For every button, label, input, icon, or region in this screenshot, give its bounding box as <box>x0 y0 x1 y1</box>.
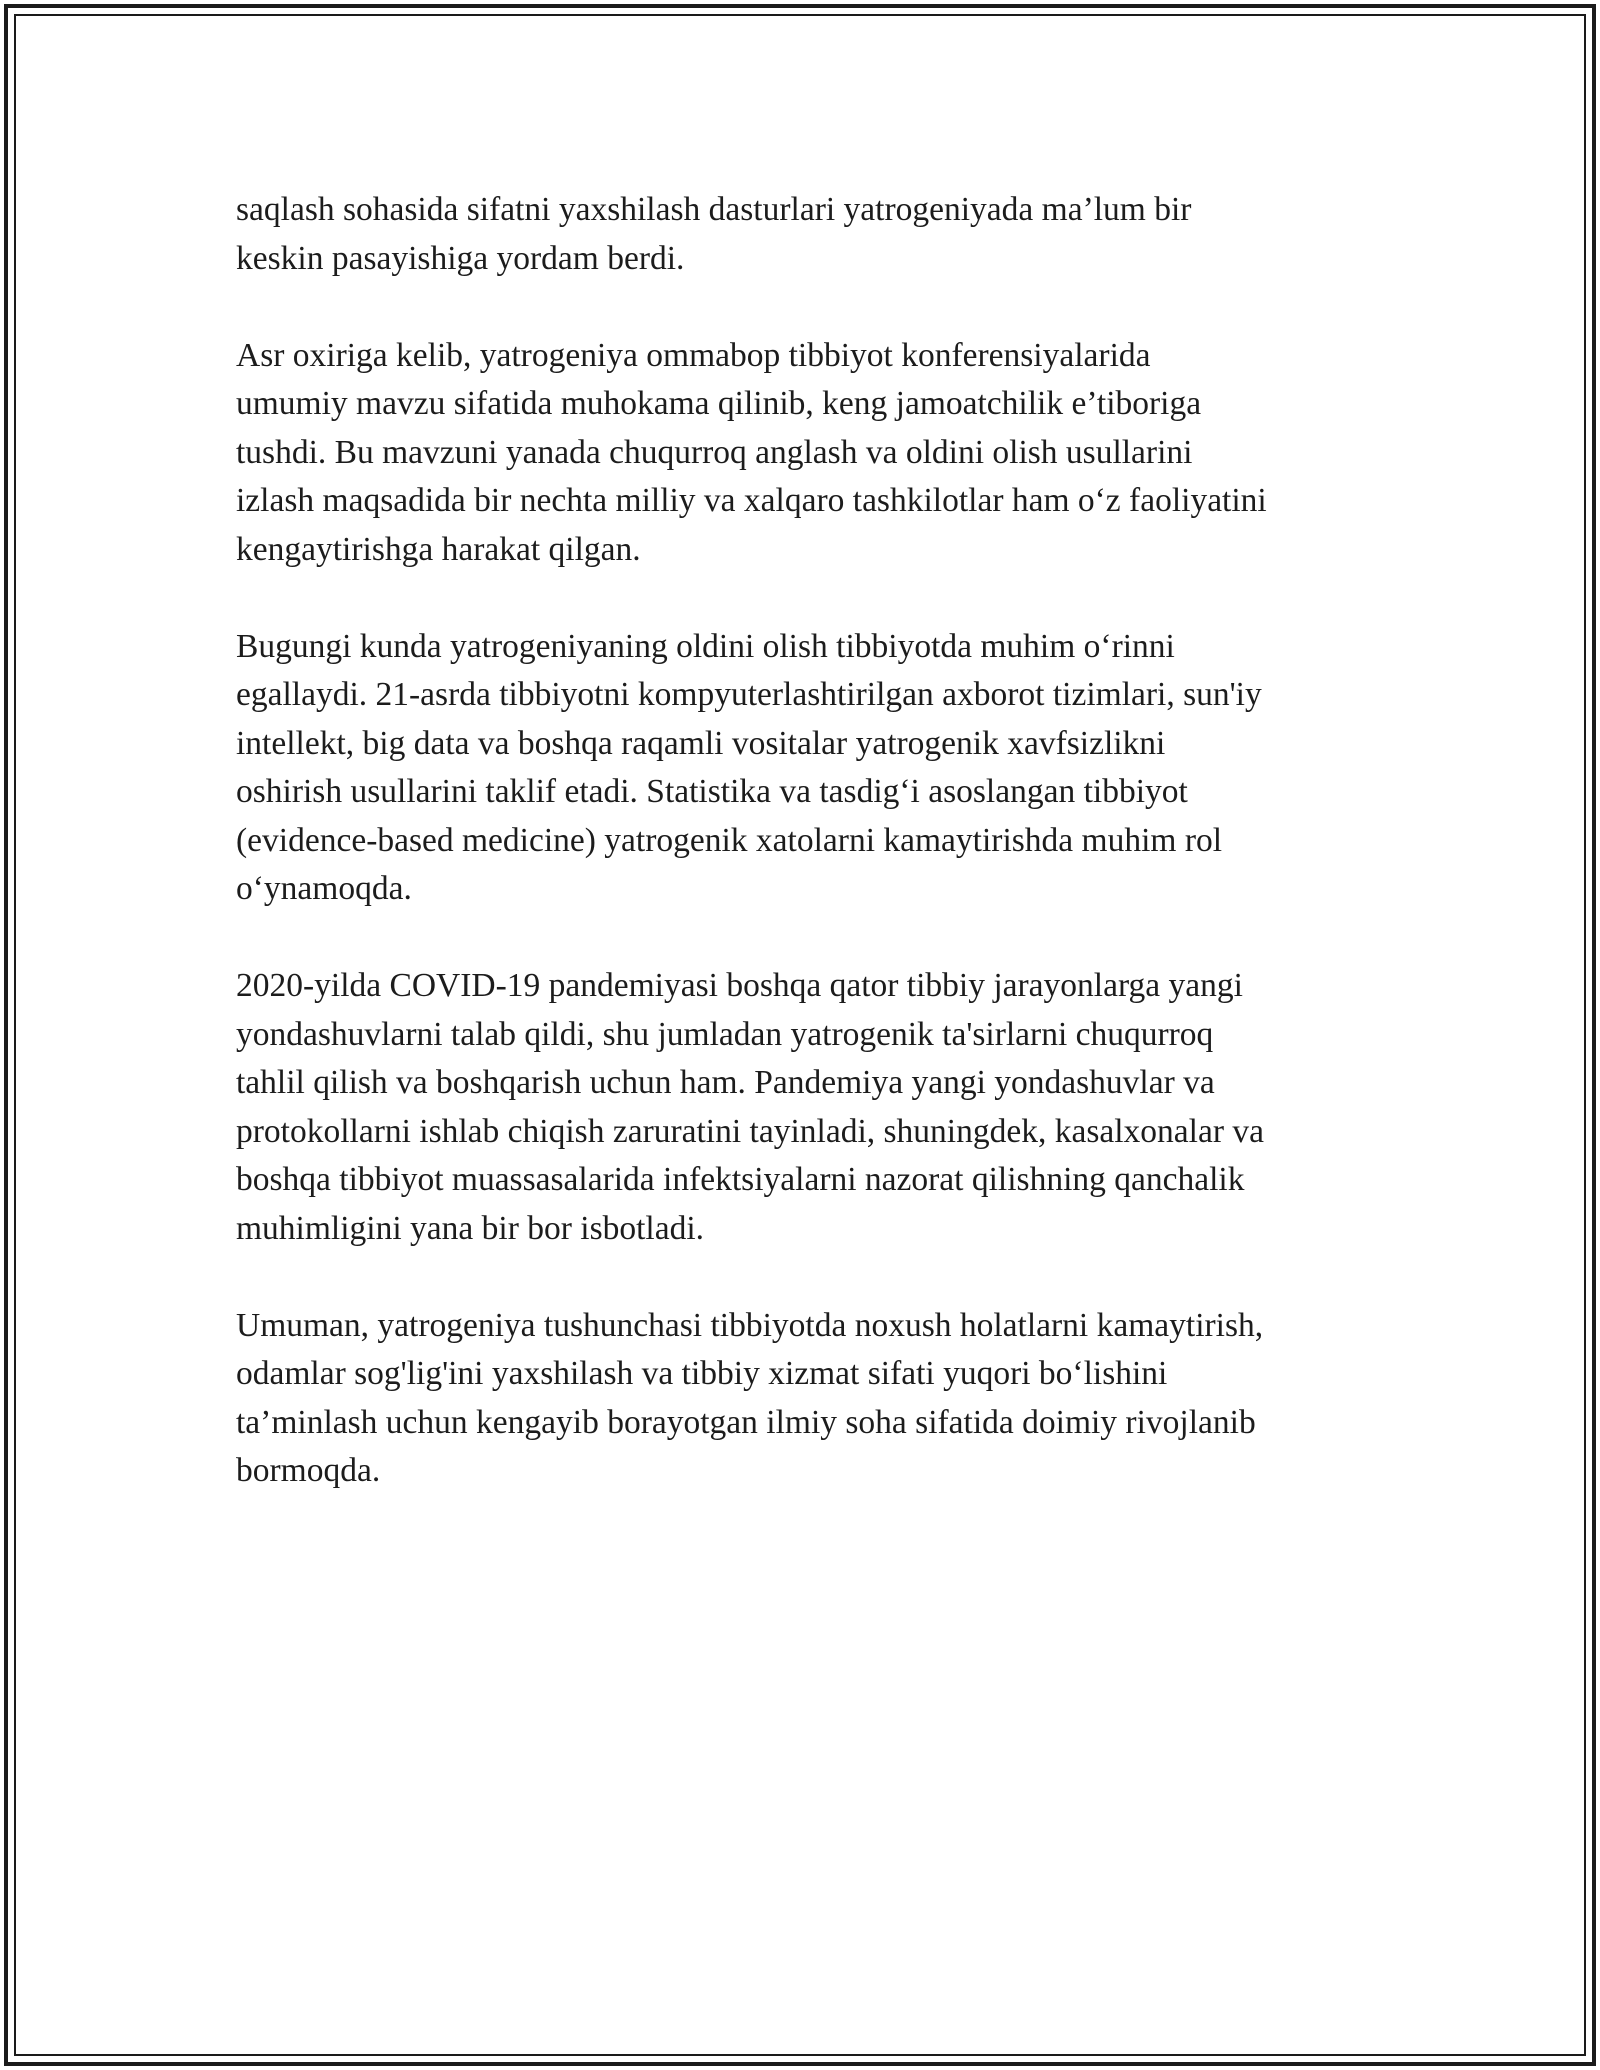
text-line: kengaytirishga harakat qilgan. <box>236 530 641 568</box>
text-line: egallaydi. 21-asrda tibbiyotni kompyuterlashtirilgan axborot tizimlari, sun'iy <box>236 676 1262 713</box>
text-line: Asr oxiriga kelib, yatrogeniya ommabop tibbiyot konferensiyalarida <box>236 336 1151 374</box>
paragraph-2 <box>236 332 1376 575</box>
text-line: protokollarni ishlab chiqish zaruratini tayinladi, shuningdek, kasalxonalar va <box>236 1112 1264 1150</box>
text-line: tahlil qilish va boshqarish uchun ham. Pandemiya yangi yondashuvlar va <box>236 1064 1215 1101</box>
text-line: muhimligini yana bir bor isbotladi. <box>236 1209 705 1247</box>
text-line: tushdi. Bu mavzuni yanada chuqurroq anglash va oldini olish usullarini <box>236 433 1193 471</box>
text-line: keskin pasayishiga yordam berdi. <box>236 239 685 277</box>
document-body <box>236 186 1376 1544</box>
text-line: umumiy mavzu sifatida muhokama qilinib, keng jamoatchilik e’tiboriga <box>236 385 1202 422</box>
text-line: boshqa tibbiyot muassasalarida infektsiyalarni nazorat qilishning qanchalik <box>236 1161 1245 1198</box>
text-line: oshirish usullarini taklif etadi. Statistika va tasdig‘i asoslangan tibbiyot <box>236 773 1188 810</box>
paragraph-4 <box>236 962 1376 1253</box>
paragraph-3 <box>236 623 1376 914</box>
paragraph-1 <box>236 186 1376 283</box>
text-line: (evidence-based medicine) yatrogenik xatolarni kamaytirishda muhim rol <box>236 821 1223 859</box>
text-line: izlash maqsadida bir nechta milliy va xalqaro tashkilotlar ham o‘z faoliyatini <box>236 482 1267 519</box>
text-line: saqlash sohasida sifatni yaxshilash dasturlari yatrogeniyada ma’lum bir <box>236 191 1192 228</box>
text-line: Umuman, yatrogeniya tushunchasi tibbiyotda noxush holatlarni kamaytirish, <box>236 1306 1264 1344</box>
text-line: odamlar sog'lig'ini yaxshilash va tibbiy xizmat sifati yuqori bo‘lishini <box>236 1355 1168 1392</box>
text-line: yondashuvlarni talab qildi, shu jumladan yatrogenik ta'sirlarni chuqurroq <box>236 1015 1214 1053</box>
text-line: ta’minlash uchun kengayib borayotgan ilmiy soha sifatida doimiy rivojlanib <box>236 1403 1256 1441</box>
text-line: intellekt, big data va boshqa raqamli vositalar yatrogenik xavfsizlikni <box>236 724 1166 762</box>
text-line: bormoqda. <box>236 1452 381 1489</box>
paragraph-5 <box>236 1302 1376 1496</box>
text-line: o‘ynamoqda. <box>236 870 412 907</box>
text-line: Bugungi kunda yatrogeniyaning oldini olish tibbiyotda muhim o‘rinni <box>236 627 1175 665</box>
text-line: 2020-yilda COVID-19 pandemiyasi boshqa qator tibbiy jarayonlarga yangi <box>236 967 1243 1004</box>
